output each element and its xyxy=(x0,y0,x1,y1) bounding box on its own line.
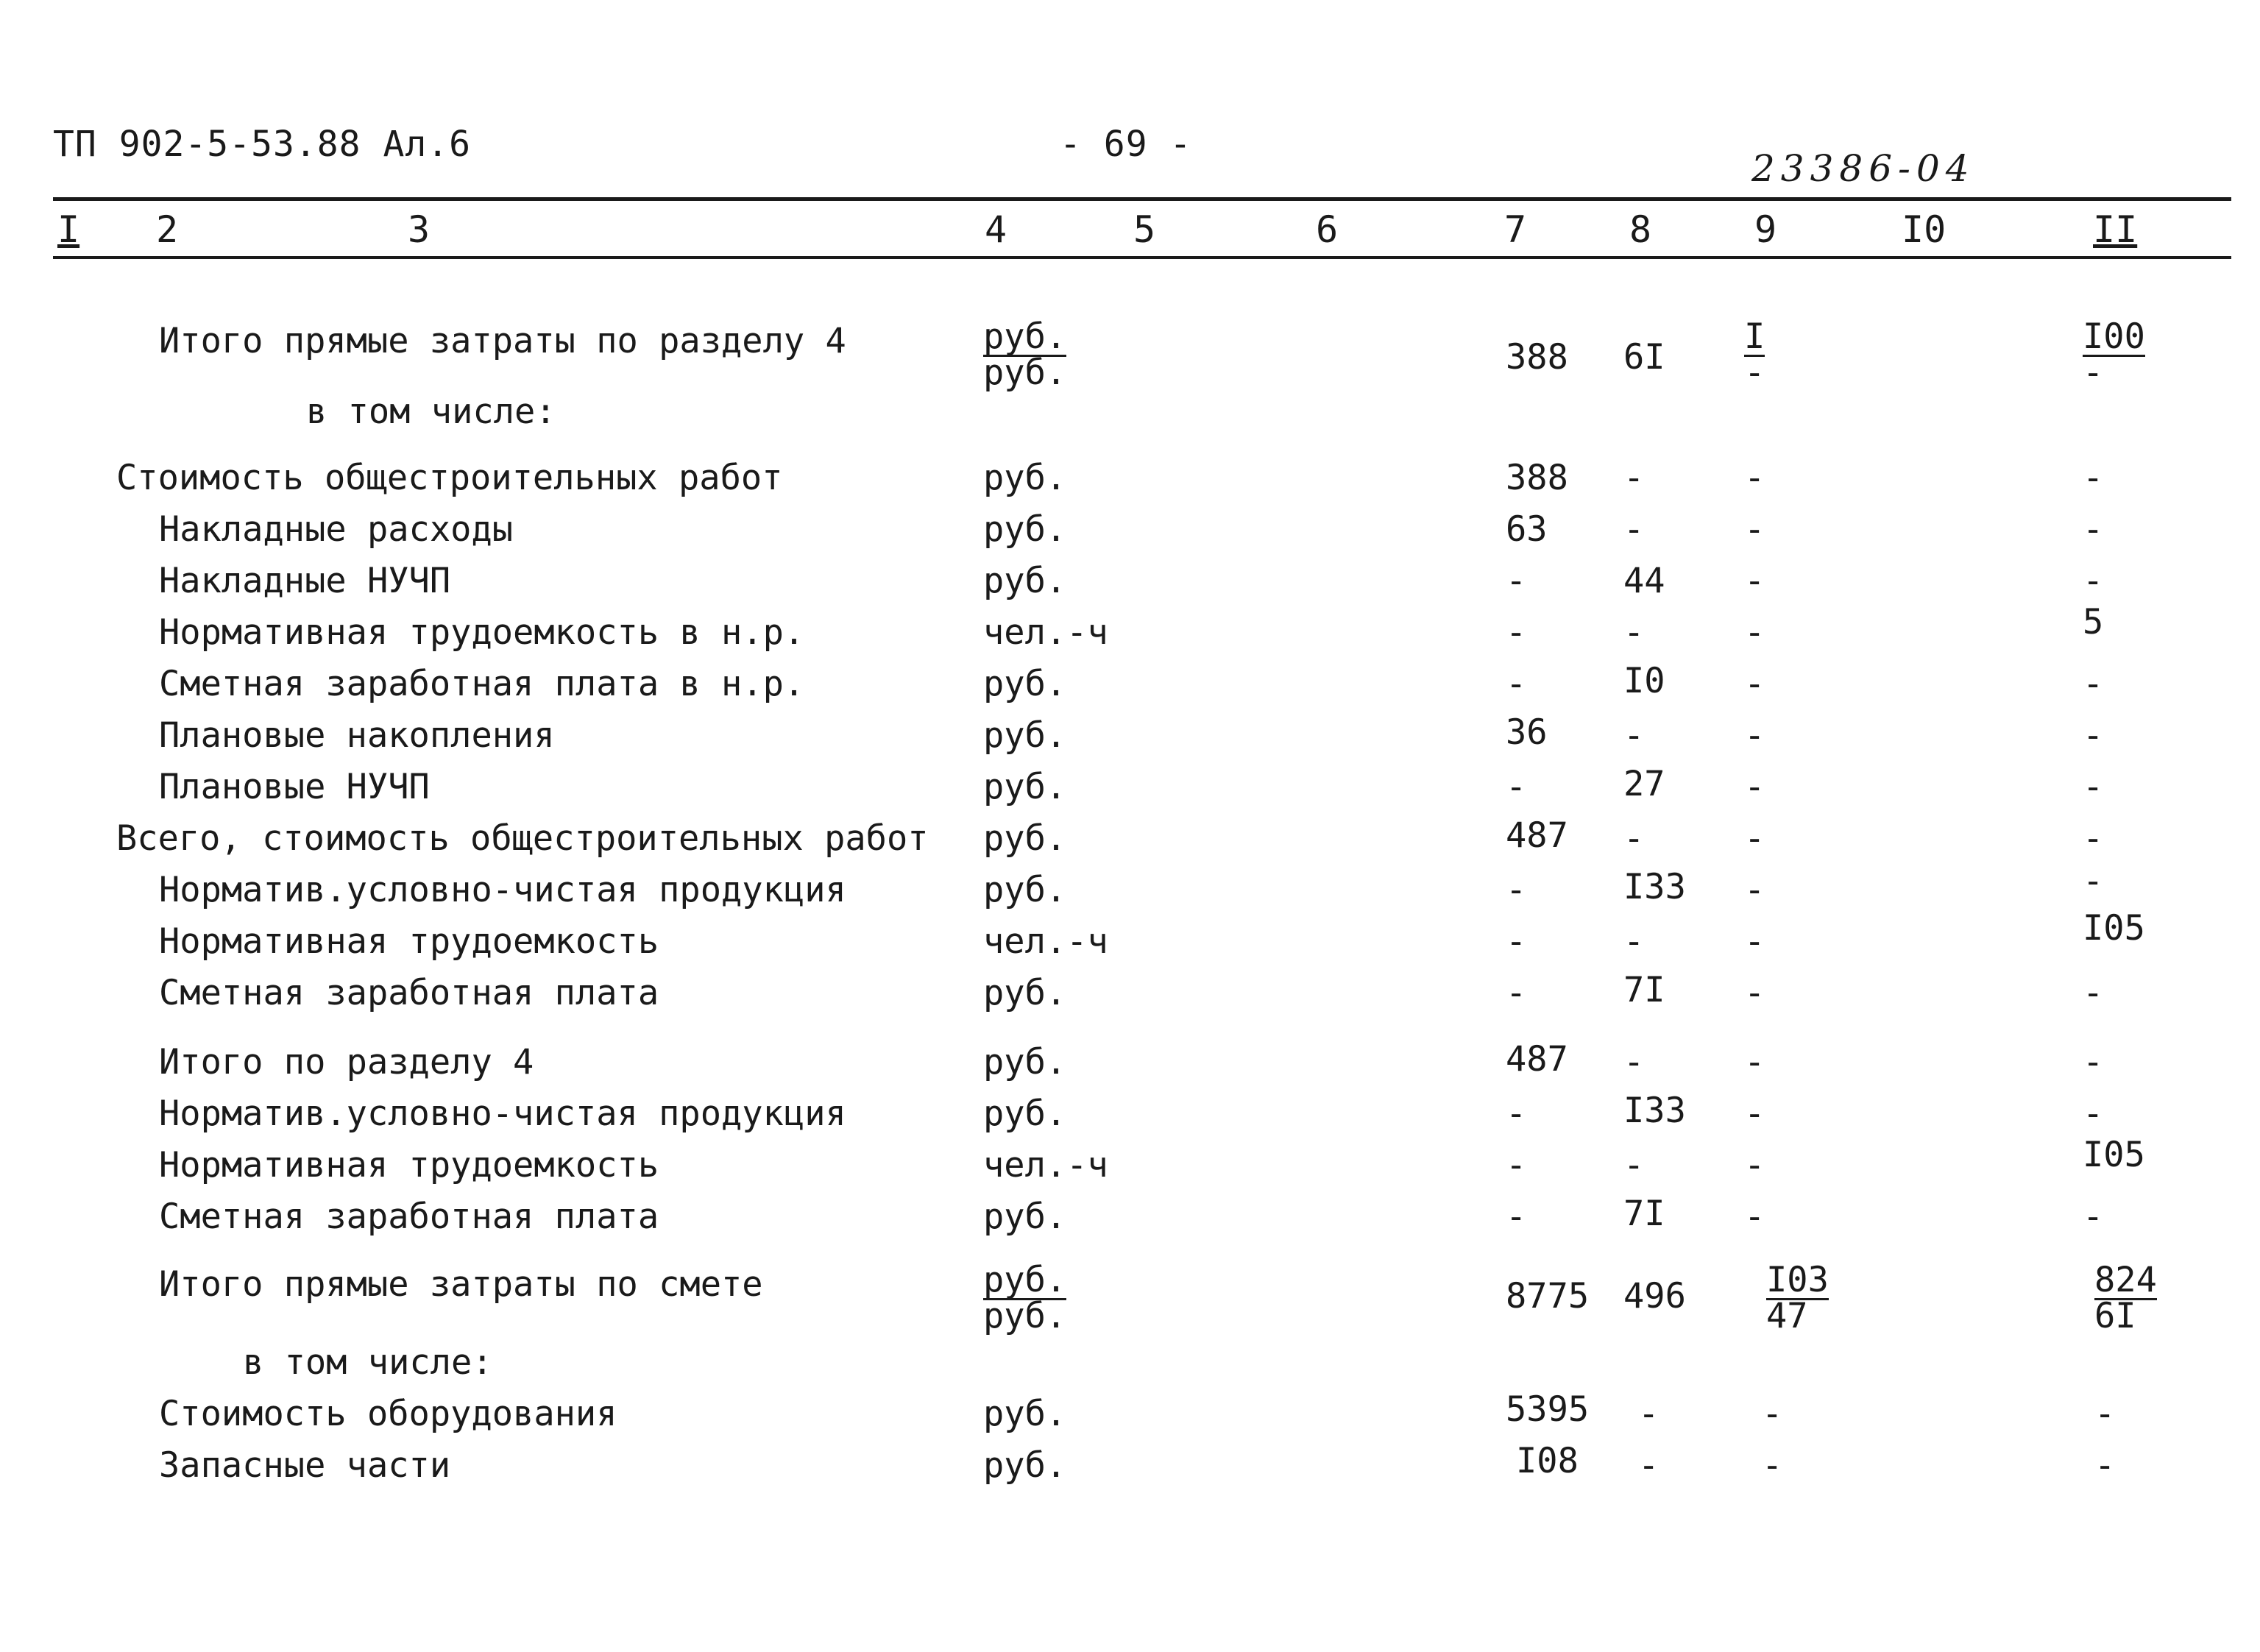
row-unit xyxy=(983,316,1067,393)
cell-col7: - xyxy=(1506,921,1527,962)
cell-col8: - xyxy=(1623,1042,1645,1082)
cell-col8: I0 xyxy=(1623,661,1665,701)
cell-col11: - xyxy=(2083,767,2104,807)
cell-col11: - xyxy=(2083,715,2104,756)
row-label: Нормативная трудоемкость в н.р. xyxy=(159,612,805,653)
row-label: Норматив.условно-чистая продукция xyxy=(159,1093,846,1134)
cell-col8: 27 xyxy=(1623,764,1665,804)
cell-col7: 487 xyxy=(1506,1039,1568,1080)
row-unit: руб. xyxy=(983,561,1067,601)
row-label: Сметная заработная плата xyxy=(159,973,659,1013)
cell-col8: - xyxy=(1638,1394,1659,1434)
row-label: Плановые накопления xyxy=(159,715,555,756)
table-row xyxy=(0,712,2260,759)
cell-col9 xyxy=(1744,316,1765,393)
column-number: 6 xyxy=(1316,208,1339,251)
unit-numerator: руб. xyxy=(983,1260,1067,1300)
row-label: Накладные НУЧП xyxy=(159,561,451,601)
cell-col9: - xyxy=(1744,561,1765,601)
cell-col9: - xyxy=(1744,870,1765,910)
cell-col8: I33 xyxy=(1623,1091,1686,1131)
row-unit: чел.-ч xyxy=(983,612,1108,653)
table-row xyxy=(0,1135,2260,1189)
cell-col8: - xyxy=(1623,715,1645,756)
row-unit: руб. xyxy=(983,715,1067,756)
table-row xyxy=(0,861,2260,914)
table-row-subheading xyxy=(0,1342,2260,1386)
cell-col8: 7I xyxy=(1623,970,1665,1010)
cell-col11 xyxy=(2083,316,2145,393)
cell-col8: - xyxy=(1623,818,1645,859)
row-unit: чел.-ч xyxy=(983,1145,1108,1185)
col9-denominator: 47 xyxy=(1766,1296,1808,1336)
cell-col9: - xyxy=(1762,1394,1783,1434)
column-number: 8 xyxy=(1629,208,1652,251)
table-row xyxy=(0,815,2260,862)
cell-col7: - xyxy=(1506,1197,1527,1237)
unit-numerator: руб. xyxy=(983,316,1067,357)
cell-col8: - xyxy=(1623,509,1645,550)
handwritten-inventory-number: 23386-04 xyxy=(1751,147,1975,190)
table-row xyxy=(0,561,2260,605)
cell-col9 xyxy=(1766,1260,1829,1336)
table-row xyxy=(0,764,2260,811)
cell-col7: 8775 xyxy=(1506,1276,1590,1316)
cell-col9: - xyxy=(1744,818,1765,859)
cell-col11: - xyxy=(2083,818,2104,859)
cell-col7: 5395 xyxy=(1506,1389,1590,1430)
table-row xyxy=(0,1039,2260,1086)
cell-col11: - xyxy=(2083,561,2104,601)
cell-col9: - xyxy=(1744,715,1765,756)
page-number: - 69 - xyxy=(1060,124,1192,165)
table-row-subheading xyxy=(0,391,2260,436)
cell-col11: - xyxy=(2083,509,2104,550)
cell-col9: - xyxy=(1744,664,1765,704)
header-rule-bottom xyxy=(53,256,2231,259)
row-label: Итого по разделу 4 xyxy=(159,1042,534,1082)
col11-numerator: 824 xyxy=(2094,1260,2157,1300)
row-label: Плановые НУЧП xyxy=(159,767,430,807)
cell-col7: I08 xyxy=(1516,1441,1579,1481)
cell-col11: I05 xyxy=(2083,908,2145,949)
cell-col11 xyxy=(2094,1260,2157,1336)
cell-col7: - xyxy=(1506,561,1527,601)
cell-col8: 6I xyxy=(1623,337,1665,377)
cell-col8: - xyxy=(1623,612,1645,653)
cell-col11: - xyxy=(2094,1445,2116,1486)
row-unit: руб. xyxy=(983,767,1067,807)
row-label: Стоимость оборудования xyxy=(159,1394,617,1434)
table-row xyxy=(0,1389,2260,1438)
col9-numerator: I03 xyxy=(1766,1260,1829,1300)
row-unit: руб. xyxy=(983,664,1067,704)
cell-col11: - xyxy=(2083,1042,2104,1082)
row-label: Итого прямые затраты по разделу 4 xyxy=(159,321,846,361)
unit-denominator: руб. xyxy=(983,352,1067,393)
cell-col9: - xyxy=(1744,1197,1765,1237)
row-unit: руб. xyxy=(983,1445,1067,1486)
column-number: 3 xyxy=(408,208,431,251)
cell-col9: - xyxy=(1744,1145,1765,1185)
cell-col8: 7I xyxy=(1623,1194,1665,1234)
cell-col9: - xyxy=(1744,921,1765,962)
cell-col9: - xyxy=(1744,612,1765,653)
row-unit: руб. xyxy=(983,973,1067,1013)
table-row xyxy=(0,602,2260,656)
table-row-estimate-total xyxy=(0,1260,2260,1336)
row-unit: руб. xyxy=(983,458,1067,498)
table-row xyxy=(0,1093,2260,1138)
row-label: Итого прямые затраты по смете xyxy=(159,1264,763,1305)
table-row xyxy=(0,458,2260,502)
row-unit: руб. xyxy=(983,1394,1067,1434)
column-number: 7 xyxy=(1504,208,1527,251)
row-label: Накладные расходы xyxy=(159,509,514,550)
table-row xyxy=(0,661,2260,708)
row-label: Нормативная трудоемкость xyxy=(159,921,659,962)
cell-col11: - xyxy=(2083,1197,2104,1237)
row-label: Запасные части xyxy=(159,1445,451,1486)
cell-col8: - xyxy=(1623,1145,1645,1185)
cell-col8: 496 xyxy=(1623,1276,1686,1316)
cell-col7: 487 xyxy=(1506,815,1568,856)
row-unit: чел.-ч xyxy=(983,921,1108,962)
cell-col7: 36 xyxy=(1506,712,1548,753)
row-label: Сметная заработная плата xyxy=(159,1197,659,1237)
col9-denominator: - xyxy=(1744,352,1765,393)
row-unit: руб. xyxy=(983,870,1067,910)
row-label: Сметная заработная плата в н.р. xyxy=(159,664,805,704)
unit-denominator: руб. xyxy=(983,1296,1067,1336)
column-number: I xyxy=(57,208,80,251)
row-label: в том числе: xyxy=(243,1342,493,1383)
cell-col9: - xyxy=(1744,973,1765,1013)
table-row xyxy=(0,908,2260,965)
row-label: Стоимость общестроительных работ xyxy=(116,458,783,498)
cell-col7: - xyxy=(1506,767,1527,807)
row-label: Всего, стоимость общестроительных работ xyxy=(116,818,929,859)
cell-col11: I05 xyxy=(2083,1135,2145,1175)
document-code: ТП 902-5-53.88 Ал.6 xyxy=(53,124,472,165)
cell-col7: - xyxy=(1506,870,1527,910)
cell-col9: - xyxy=(1744,1042,1765,1082)
cell-col9: - xyxy=(1762,1445,1783,1486)
cell-col8: 44 xyxy=(1623,561,1665,601)
table-row xyxy=(0,1441,2260,1489)
cell-col11: - xyxy=(2083,1093,2104,1134)
cell-col11: - xyxy=(2083,973,2104,1013)
row-unit xyxy=(983,1260,1067,1336)
row-unit: руб. xyxy=(983,818,1067,859)
column-number: II xyxy=(2093,208,2138,251)
row-unit: руб. xyxy=(983,509,1067,550)
cell-col7: - xyxy=(1506,664,1527,704)
cell-col7: 63 xyxy=(1506,509,1548,550)
cell-col8: - xyxy=(1623,458,1645,498)
table-row xyxy=(0,1194,2260,1241)
row-unit: руб. xyxy=(983,1197,1067,1237)
column-number: 2 xyxy=(156,208,179,251)
column-number: 9 xyxy=(1754,208,1777,251)
table-row xyxy=(0,970,2260,1017)
row-label: Норматив.условно-чистая продукция xyxy=(159,870,846,910)
column-number: 4 xyxy=(985,208,1007,251)
cell-col7: 388 xyxy=(1506,458,1568,498)
table-row xyxy=(0,509,2260,553)
cell-col8: I33 xyxy=(1623,867,1686,907)
row-label: Нормативная трудоемкость xyxy=(159,1145,659,1185)
row-label: в том числе: xyxy=(306,391,556,432)
cell-col7: - xyxy=(1506,1145,1527,1185)
column-number: 5 xyxy=(1133,208,1156,251)
col11-denominator: - xyxy=(2083,352,2104,393)
row-unit: руб. xyxy=(983,1042,1067,1082)
cell-col9: - xyxy=(1744,509,1765,550)
cell-col8: - xyxy=(1638,1445,1659,1486)
cell-col11: - xyxy=(2083,458,2104,498)
col11-numerator: I00 xyxy=(2083,316,2145,357)
cell-col9: - xyxy=(1744,767,1765,807)
cell-col7: - xyxy=(1506,612,1527,653)
header-rule-top xyxy=(53,197,2231,201)
cell-col9: - xyxy=(1744,1093,1765,1134)
cell-col7: 388 xyxy=(1506,337,1568,377)
cell-col11: - xyxy=(2083,664,2104,704)
cell-col7: - xyxy=(1506,1093,1527,1134)
cell-col7: - xyxy=(1506,973,1527,1013)
table-row-section-total xyxy=(0,316,2260,393)
column-number: I0 xyxy=(1902,208,1946,251)
cell-col11: - xyxy=(2083,861,2104,901)
col9-numerator: I xyxy=(1744,316,1765,357)
cell-col11: 5 xyxy=(2083,602,2104,642)
col11-denominator: 6I xyxy=(2094,1296,2136,1336)
cell-col11: - xyxy=(2094,1394,2116,1434)
row-unit: руб. xyxy=(983,1093,1067,1134)
cell-col9: - xyxy=(1744,458,1765,498)
cell-col8: - xyxy=(1623,921,1645,962)
